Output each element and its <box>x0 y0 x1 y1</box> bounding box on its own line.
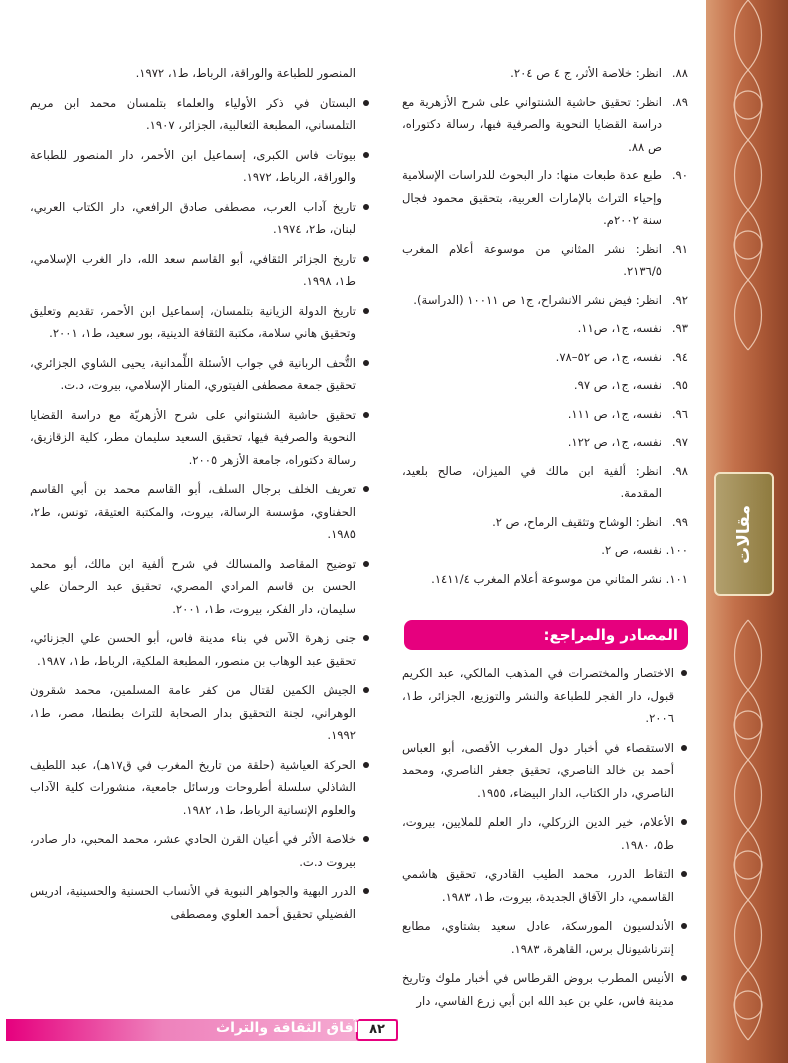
endnote-number: ٩١. <box>671 241 688 256</box>
references-list-right <box>402 662 688 1012</box>
reference-item: جنى زهرة الآس في بناء مدينة فاس، أبو الحسن علي الجزنائي، تحقيق عبد الوهاب بن منصور، المطبعة الملكية، الرباط، ط١، ١٩٨٧. <box>30 627 370 672</box>
endnote-item <box>402 460 688 505</box>
endnote-text: طبع عدة طبعات منها: دار البحوث للدراسات الإسلامية وإحياء التراث بالإمارات العربية، بتحقيق محمود فجال سنة ٢٠٠٢م. <box>402 168 662 227</box>
reference-item: الجيش الكمين لقتال من كفر عامة المسلمين، محمد شقرون الوهراني، لجنة التحقيق بدار الصحابة للتراث بطنطا، مصر، ط١، ١٩٩٢. <box>30 679 370 747</box>
reference-item: التُّحف الربانية في جواب الأسئلة اللِّمدانية، يحيى الشاوي الجزائري، تحقيق جمعة مصطفى الفيتوري، المنار الإسلامي، بيروت، د.ت. <box>30 352 370 397</box>
reference-item: الأنيس المطرب بروض القرطاس في أخبار ملوك وتاريخ مدينة فاس، علي بن عبد الله ابن أبي زرع الفاسي، دار <box>402 967 688 1012</box>
endnote-text: نفسه، ص ٢. <box>601 543 662 557</box>
reference-item: الأندلسيون المورسكة، عادل سعيد بشتاوي، مطابع إنترناشيونال برس، القاهرة، ١٩٨٣. <box>402 915 688 960</box>
endnote-number: ٩٠. <box>671 168 688 182</box>
page-number: ٨٢ <box>356 1019 398 1041</box>
endnote-item <box>402 539 688 562</box>
endnote-number: ١٠١. <box>665 571 688 586</box>
sources-heading: المصادر والمراجع: <box>543 625 678 644</box>
reference-item: توضيح المقاصد والمسالك في شرح ألفية ابن مالك، أبو محمد الحسن بن قاسم المرادي المصري، تحقيق عبد الرحمان علي سليمان، دار الفكر، بيروت، ط١، ٢٠٠١. <box>30 553 370 621</box>
endnote-item <box>402 91 688 159</box>
reference-item: الاستقصاء في أخبار دول المغرب الأقصى، أبو العباس أحمد بن خالد الناصري، تحقيق جعفر الناصري، ومحمد الناصري، دار الكتاب، الدار البيضاء، ١٩٥٥. <box>402 737 688 805</box>
reference-continuation: المنصور للطباعة والوراقة، الرباط، ط١، ١٩٧٢. <box>135 66 356 80</box>
endnote-number: ٩٩. <box>671 514 688 529</box>
endnote-text: نفسه، ج١، ص ١٢٢. <box>567 435 662 449</box>
endnote-item <box>402 62 688 85</box>
endnote-item <box>402 568 688 591</box>
section-label-text: مقالات <box>734 504 754 564</box>
reference-item: تحقيق حاشية الشنتواني على شرح الأزهريّة مع دراسة القضايا النحوية والصرفية فيها، تحقيق السعيد سليمان مطر، كلية الزقازيق، رسالة دكتوراه، جامعة الأزهر ٢٠٠٥. <box>30 404 370 472</box>
reference-item: الحركة العياشية (حلقة من تاريخ المغرب في ق١٧هـ)، عبد اللطيف الشاذلي سلسلة أطروحات ورسائل جامعية، منشورات كلية الآداب والعلوم الإنسانية الرباط، ط١، ١٩٨٢. <box>30 754 370 822</box>
reference-item: التقاط الدرر، محمد الطيب القادري، تحقيق هاشمي القاسمي، دار الآفاق الجديدة، بيروت، ط١، ١٩٨٣. <box>402 863 688 908</box>
endnote-number: ٩٧. <box>671 435 688 449</box>
endnote-item <box>402 431 688 454</box>
endnote-item <box>402 164 688 232</box>
reference-item: الاختصار والمختصرات في المذهب المالكي، عبد الكريم قبول، دار الفجر للطباعة والنشر والتوزيع، الجزائر، ط١، ٢٠٠٦. <box>402 662 688 730</box>
endnote-number: ١٠٠. <box>665 543 688 557</box>
reference-item: تاريخ الجزائر الثقافي، أبو القاسم سعد الله، دار الغرب الإسلامي، ط١، ١٩٩٨. <box>30 248 370 293</box>
endnote-text: نفسه، ج١، ص ١١١. <box>567 406 662 421</box>
right-column <box>402 62 688 1019</box>
reference-item: تاريخ آداب العرب، مصطفى صادق الرافعي، دار الكتاب العربي، لبنان، ط٢، ١٩٧٤. <box>30 196 370 241</box>
reference-item: تعريف الخلف برجال السلف، أبو القاسم محمد بن أبي القاسم الحفناوي، مؤسسة الرسالة، بيروت، والمكتبة العتيقة، تونس، ط٢، ١٩٨٥. <box>30 478 370 546</box>
endnotes-list <box>402 62 688 590</box>
endnote-text: انظر: نشر المثاني من موسوعة أعلام المغرب ٢١٣٦/٥. <box>402 241 662 278</box>
endnote-item <box>402 317 688 340</box>
endnote-number: ٩٦. <box>671 406 688 421</box>
endnote-text: نفسه، ج١، ص ٥٢–٧٨. <box>555 349 662 364</box>
endnote-text: نشر المثاني من موسوعة أعلام المغرب ١٤١١/٤. <box>431 571 662 586</box>
reference-item: البستان في ذكر الأولياء والعلماء بتلمسان محمد ابن مريم التلمساني، المطبعة الثعالبية، الجزائر، ١٩٠٧. <box>30 92 370 137</box>
endnote-item <box>402 511 688 534</box>
endnote-number: ٨٩. <box>671 94 688 109</box>
reference-item: الأعلام، خير الدين الزركلي، دار العلم للملايين، بيروت، ط٥، ١٩٨٠. <box>402 811 688 856</box>
endnote-number: ٩٥. <box>671 378 688 392</box>
left-column <box>30 62 370 932</box>
reference-item: الدرر البهية والجواهر النبوية في الأنساب الحسنية والحسينية، ادريس الفضيلي تحقيق أحمد العلوي ومصطفى <box>30 880 370 925</box>
endnote-text: نفسه، ج١، ص١١. <box>577 321 662 335</box>
magazine-title: آفاق الثقافة والتراث <box>216 1020 359 1036</box>
reference-item: تاريخ الدولة الزيانية بتلمسان، إسماعيل ابن الأحمر، تقديم وتعليق وتحقيق هاني سلامة، مكتبة الثقافة الدينية، بور سعيد، ط١، ٢٠٠١. <box>30 300 370 345</box>
endnote-text: انظر: خلاصة الأثر، ج ٤ ص ٢٠٤. <box>510 66 662 80</box>
endnote-text: انظر: الوشاح وتثقيف الرماح، ص ٢. <box>492 514 662 529</box>
endnote-text: نفسه، ج١، ص ٩٧. <box>573 378 662 392</box>
endnote-text: انظر: فيض نشر الانشراح، ج١ ص ١٠٠١١ (الدراسة). <box>413 292 662 307</box>
page-footer <box>6 1019 398 1041</box>
endnote-text: انظر: ألفية ابن مالك في الميزان، صالح بلعيد، المقدمة. <box>402 463 662 500</box>
section-label <box>714 472 774 596</box>
reference-item: خلاصة الأثر في أعيان القرن الحادي عشر، محمد المحبي، دار صادر، بيروت د.ت. <box>30 828 370 873</box>
endnote-item <box>402 374 688 397</box>
endnote-item <box>402 403 688 426</box>
endnote-text: انظر: تحقيق حاشية الشنتواني على شرح الأزهرية مع دراسة القضايا النحوية والصرفية فيها، رسالة دكتوراه، ص ٨٨. <box>402 94 662 154</box>
endnote-number: ٩٨. <box>671 463 688 478</box>
endnote-number: ٩٣. <box>671 321 688 335</box>
endnote-number: ٩٤. <box>671 349 688 364</box>
endnote-item <box>402 238 688 283</box>
endnote-number: ٩٢. <box>671 292 688 307</box>
reference-item: بيوتات فاس الكبرى، إسماعيل ابن الأحمر، دار المنصور للطباعة والوراقة، الرباط، ١٩٧٢. <box>30 144 370 189</box>
endnote-item <box>402 346 688 369</box>
references-list-left <box>30 92 370 926</box>
sources-heading-box <box>404 620 688 650</box>
endnote-item <box>402 289 688 312</box>
endnote-number: ٨٨. <box>671 66 688 80</box>
